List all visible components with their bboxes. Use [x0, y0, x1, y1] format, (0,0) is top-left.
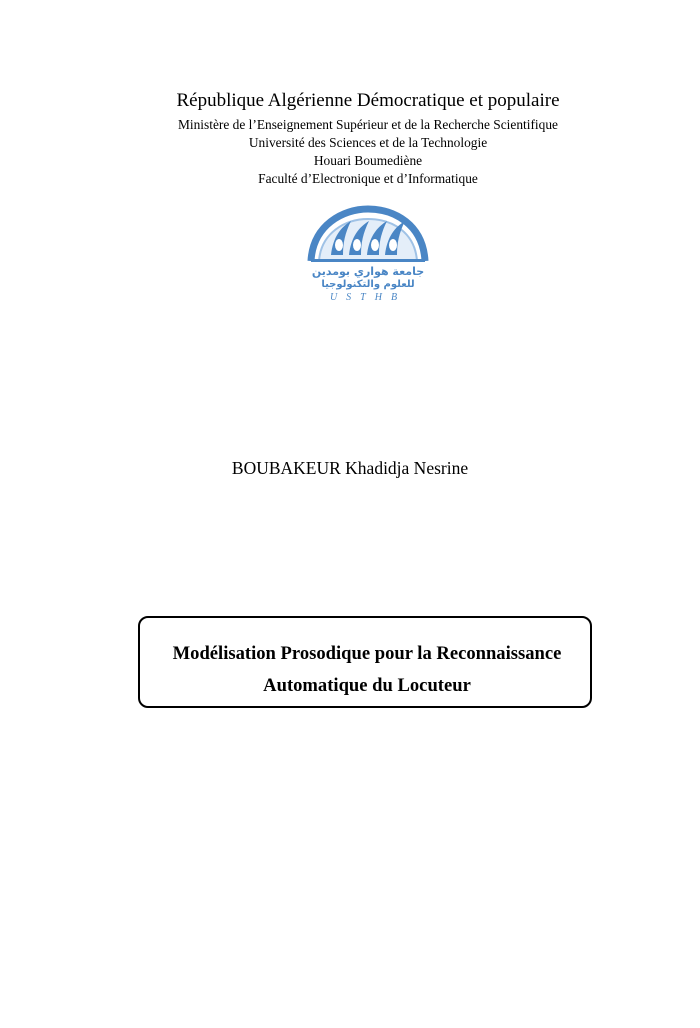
svg-text:USTHB: USTHB	[329, 292, 407, 303]
ministry-line: Ministère de l’Enseignement Supérieur et de la Recherche Scientifique	[177, 117, 558, 132]
usthb-logo	[303, 203, 433, 303]
houari-line: Houari Boumediène	[313, 153, 423, 168]
republic-heading: République Algérienne Démocratique et populaire	[176, 90, 560, 111]
svg-text:جامعة هواري بومدين: جامعة هواري بومدين	[311, 265, 425, 278]
svg-text:للعلوم والتكنولوجيا: للعلوم والتكنولوجيا	[321, 279, 415, 290]
faculty-line: Faculté d’Electronique et d’Informatique	[258, 171, 478, 186]
author-name: BOUBAKEUR Khadidja Nesrine	[231, 458, 469, 478]
university-line: Université des Sciences et de la Technologie	[248, 135, 488, 150]
thesis-title-line-1: Modélisation Prosodique pour la Reconnaissance	[172, 643, 562, 664]
thesis-title-line-2: Automatique du Locuteur	[263, 675, 471, 696]
